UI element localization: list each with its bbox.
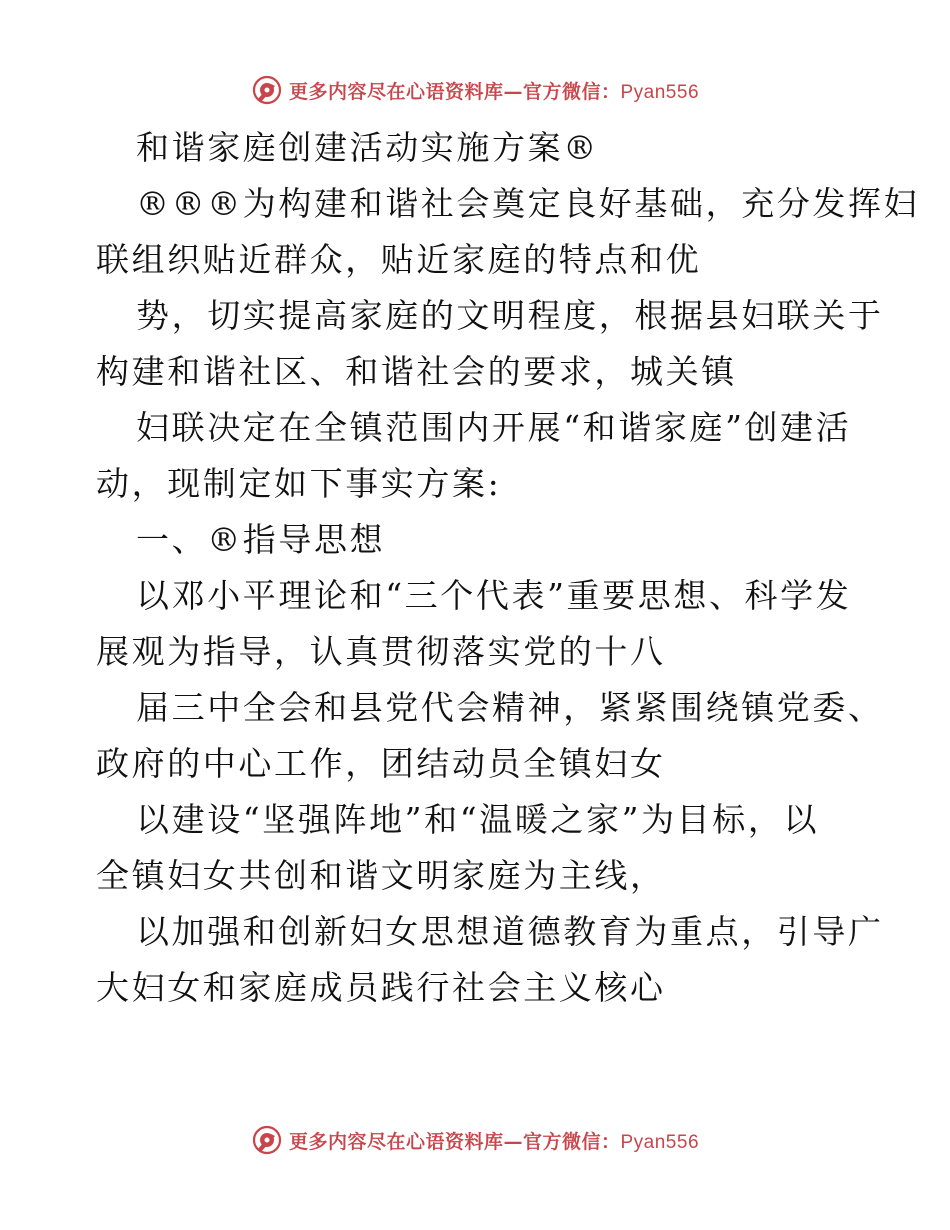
paragraph-line: 构建和谐社区、和谐社会的要求，城关镇 — [96, 352, 737, 391]
paragraph-line: 以加强和创新妇女思想道德教育为重点，引导广 — [136, 912, 884, 951]
paragraph-line: 全镇妇女共创和谐文明家庭为主线， — [96, 856, 666, 895]
paragraph-line: 势，切实提高家庭的文明程度，根据县妇联关于 — [136, 296, 884, 335]
paragraph-line: 妇联决定在全镇范围内开展“和谐家庭”创建活 — [136, 408, 852, 447]
watermark-cn: 更多内容尽在心语资料库—官方微信： — [288, 80, 621, 103]
watermark-cn: 更多内容尽在心语资料库—官方微信： — [288, 1130, 621, 1153]
paragraph-line: 和谐家庭创建活动实施方案® — [136, 128, 599, 167]
paragraph-line: 政府的中心工作，团结动员全镇妇女 — [96, 744, 666, 783]
paragraph-line: 以邓小平理论和“三个代表”重要思想、科学发 — [136, 576, 852, 615]
watermark-text — [289, 77, 699, 104]
watermark-wechat-id: Pyan556 — [620, 81, 700, 103]
paragraph-line: 一、®指导思想 — [136, 520, 386, 559]
document-body — [96, 120, 920, 1016]
paragraph-line: ®®®为构建和谐社会奠定良好基础，充分发挥妇 — [136, 184, 920, 223]
paragraph-line: 届三中全会和县党代会精神，紧紧围绕镇党委、 — [136, 688, 884, 727]
header-watermark — [0, 70, 950, 110]
paragraph-line: 展观为指导，认真贯彻落实党的十八 — [96, 632, 666, 671]
watermark-text — [289, 1127, 699, 1154]
pen-logo-icon — [251, 1124, 283, 1156]
paragraph-line: 联组织贴近群众，贴近家庭的特点和优 — [96, 240, 702, 279]
watermark-wechat-id: Pyan556 — [620, 1131, 700, 1153]
paragraph-line: 动，现制定如下事实方案: — [96, 464, 502, 503]
footer-watermark — [0, 1120, 950, 1160]
paragraph-line: 以建设“坚强阵地”和“温暖之家”为目标，以 — [136, 800, 820, 839]
paragraph-line: 大妇女和家庭成员践行社会主义核心 — [96, 968, 666, 1007]
pen-logo-icon — [251, 74, 283, 106]
